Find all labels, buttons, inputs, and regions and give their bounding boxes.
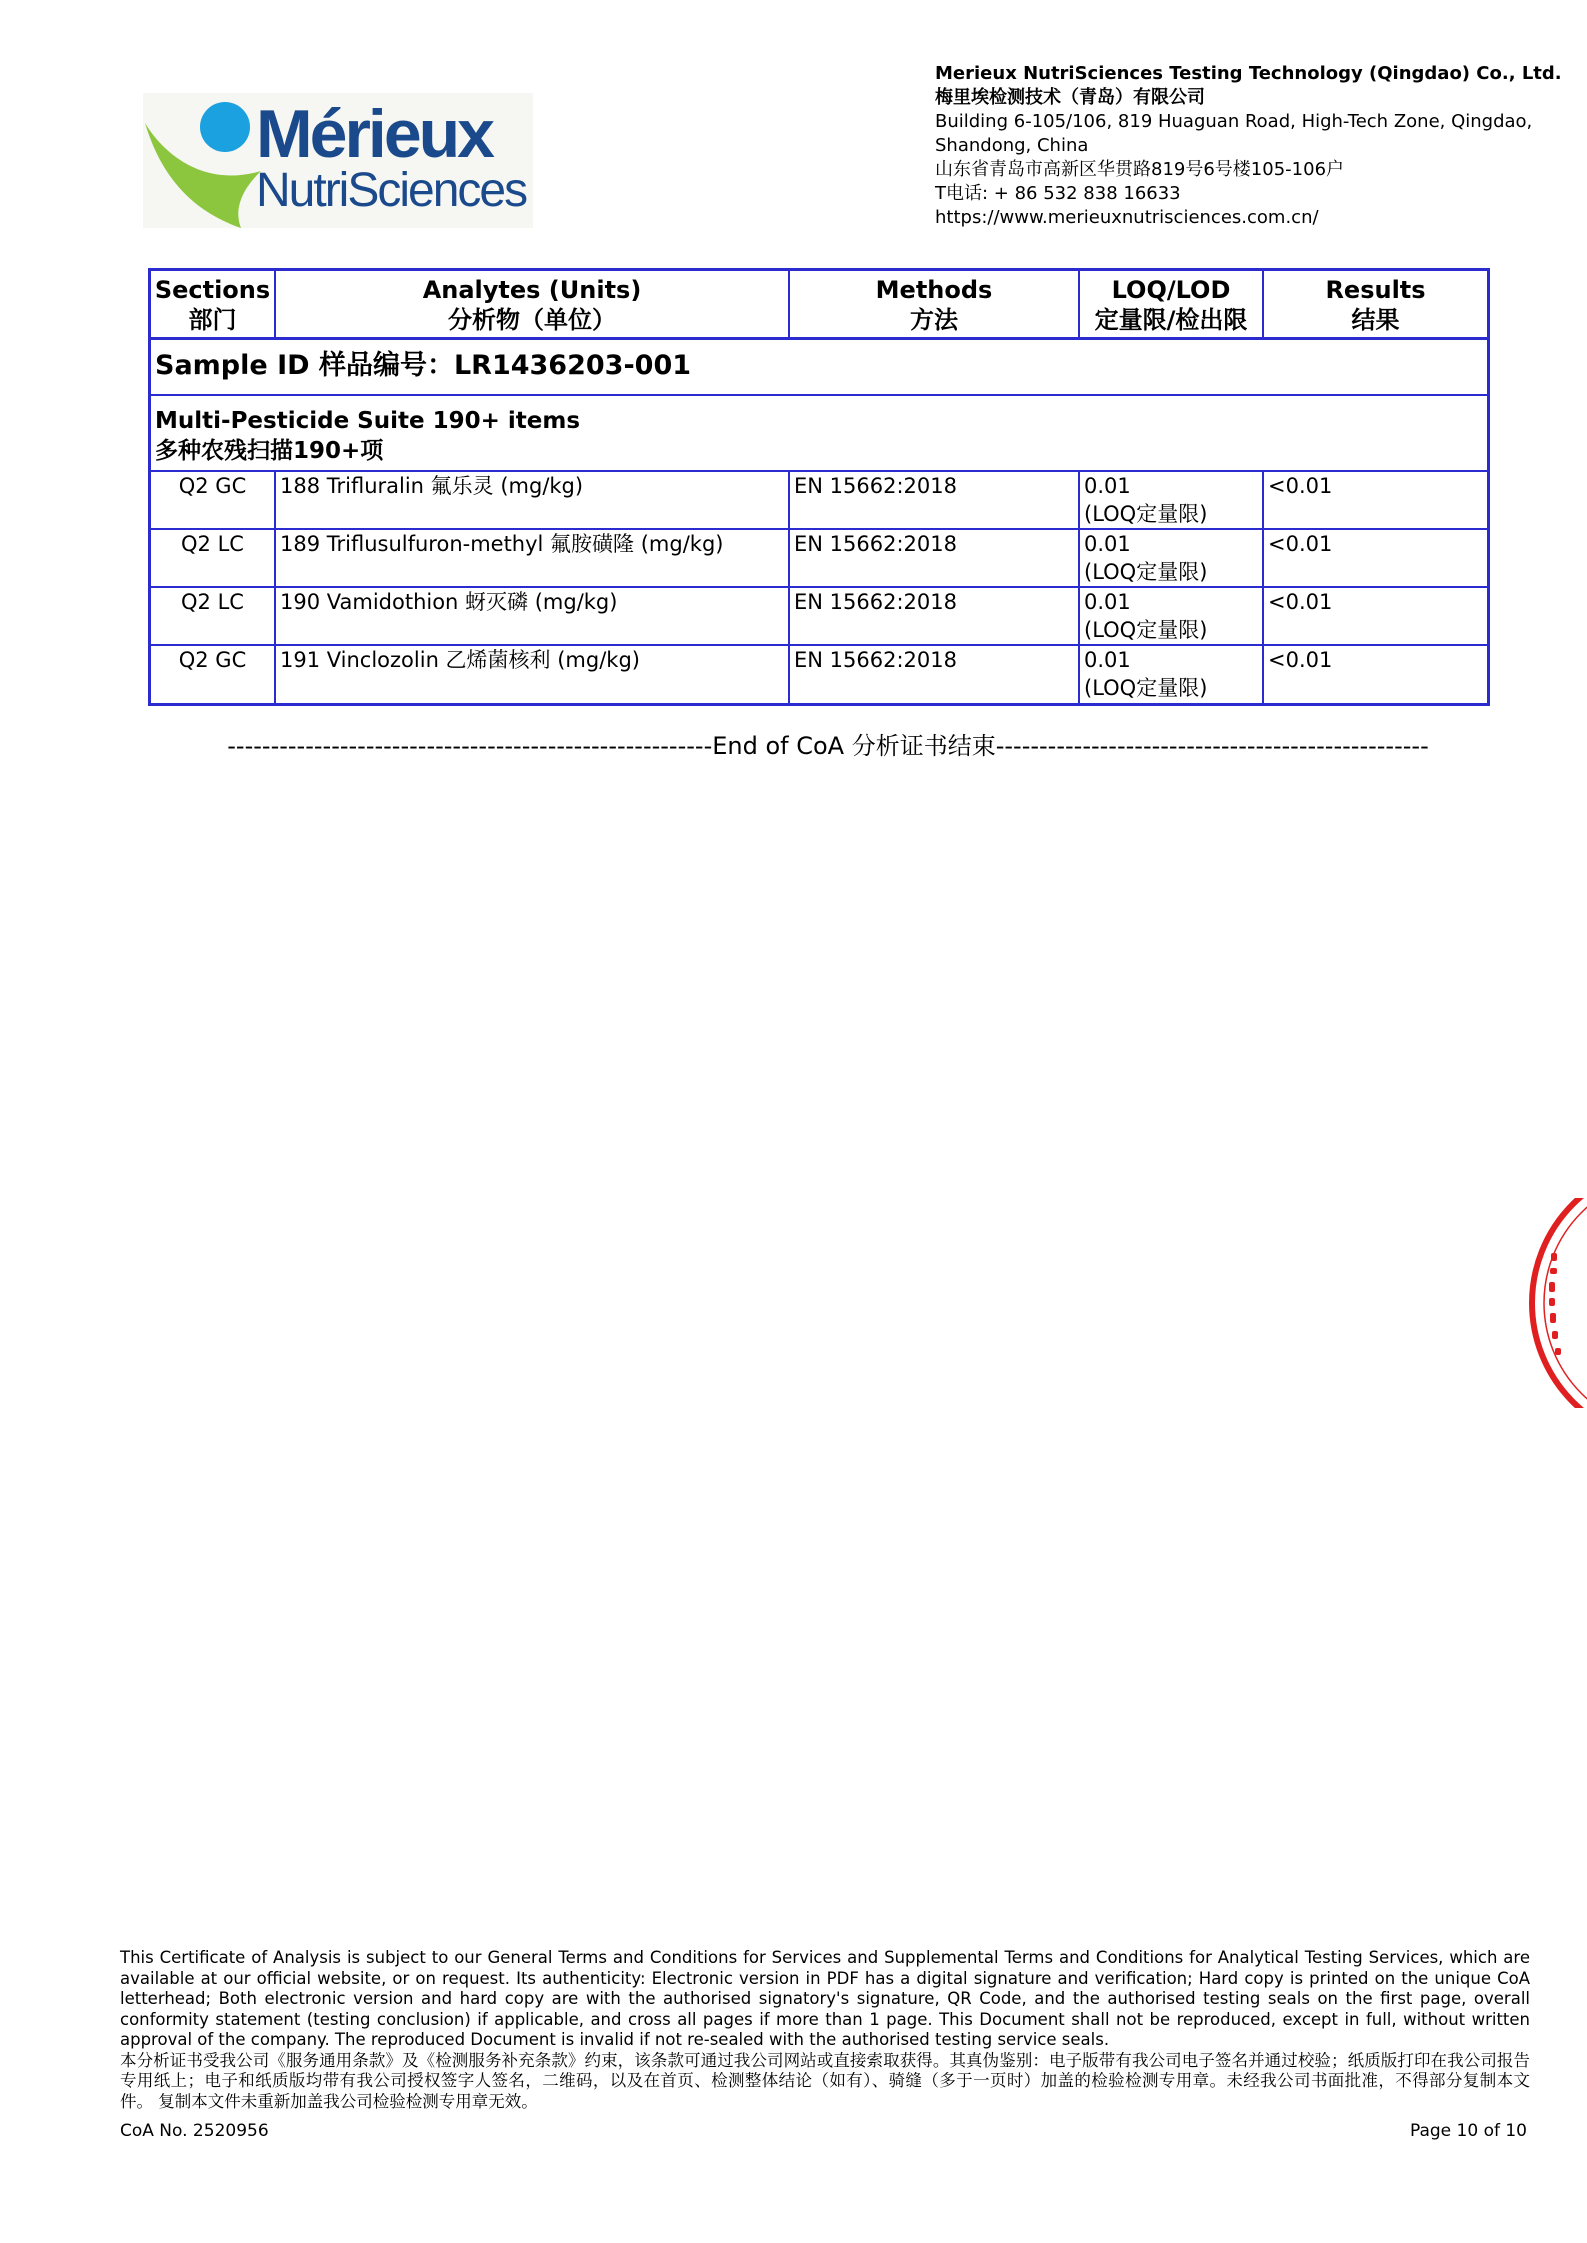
footer-disclaimer-cn: 本分析证书受我公司《服务通用条款》及《检测服务补充条款》约束，该条款可通过我公司网站或直接索取获得。其真伪鉴别：电子版带有我公司电子签名并通过校验；纸质版打印在我公司报告专用纸上；电子和纸质版均带有我公司授权签字人签名，二维码，以及在首页、检测整体结论（如有）、骑缝（多于一页时）加盖的检验检测专用章。未经我公司书面批准，不得部分复制本文件。 复制本文件未重新加盖我公司检验检测专用章无效。 [120,2050,1530,2111]
coa-number: CoA No. 2520956 [120,2121,269,2141]
cell-section: Q2 LC [151,529,275,587]
suite-row [151,395,1487,471]
results-table [148,268,1490,706]
cell-result: <0.01 [1263,471,1487,529]
header-loq-lod: LOQ/LOD 定量限/检出限 [1079,271,1263,339]
company-address-en-2: Shandong, China [935,135,1089,156]
cell-section: Q2 GC [151,471,275,529]
cell-loq: 0.01 (LOQ定量限) [1079,471,1263,529]
suite-title [151,395,1487,471]
table-row [151,471,1487,529]
logo-text-merieux: Mérieux [256,96,492,172]
table-row [151,645,1487,703]
cell-loq: 0.01 (LOQ定量限) [1079,587,1263,645]
sample-id-row [151,339,1487,395]
company-logo [143,93,533,228]
company-website[interactable]: https://www.merieuxnutrisciences.com.cn/ [935,207,1319,228]
company-phone: T电话: + 86 532 838 16633 [935,183,1181,204]
header-sections: Sections 部门 [151,271,275,339]
cell-result: <0.01 [1263,587,1487,645]
cell-loq: 0.01 (LOQ定量限) [1079,645,1263,703]
cell-analyte: 191 Vinclozolin 乙烯菌核利 (mg/kg) [275,645,789,703]
company-info [935,62,1562,230]
cell-analyte: 190 Vamidothion 蚜灭磷 (mg/kg) [275,587,789,645]
company-address-en-1: Building 6-105/106, 819 Huaguan Road, High-Tech Zone, Qingdao, [935,111,1533,132]
cell-loq: 0.01 (LOQ定量限) [1079,529,1263,587]
company-address-cn: 山东省青岛市高新区华贯路819号6号楼105-106户 [935,159,1345,180]
footer-disclaimer-en: This Certificate of Analysis is subject to our General Terms and Conditions for Services and Supplemental Terms and Conditions for Analytical Testing Services, which are available at our official website, or on request. Its authenticity: Electronic version in PDF has a digital signature and verification; Hard copy is printed on the unique CoA letterhead; Both electronic version and hard copy are with the authorised signatory's signature, QR Code, and the authorised testing seals on the first page, overall conformity statement (testing conclusion) if applicable, and cross all pages if more than 1 page. This Document shall not be reproduced, except in full, without written approval of the company. The reproduced Document is invalid if not re-sealed with the authorised testing service seals. [120,1948,1530,2049]
company-name-en: Merieux NutriSciences Testing Technology (Qingdao) Co., Ltd. [935,63,1562,84]
footer-disclaimer [120,1948,1530,2112]
cell-analyte: 188 Trifluralin 氟乐灵 (mg/kg) [275,471,789,529]
cell-method: EN 15662:2018 [789,645,1079,703]
suite-title-cn: 多种农残扫描190+项 [155,437,384,464]
page-number: Page 10 of 10 [1409,2121,1527,2141]
cell-analyte: 189 Triflusulfuron-methyl 氟胺磺隆 (mg/kg) [275,529,789,587]
company-name-cn: 梅里埃检测技术（青岛）有限公司 [935,87,1205,108]
logo-text-nutrisciences: NutriSciences [256,164,527,217]
suite-title-en: Multi-Pesticide Suite 190+ items [155,407,581,434]
table-header-row [151,271,1487,339]
cell-method: EN 15662:2018 [789,587,1079,645]
header-analytes: Analytes (Units) 分析物（单位） [275,271,789,339]
table-row [151,587,1487,645]
cell-result: <0.01 [1263,529,1487,587]
cell-section: Q2 LC [151,587,275,645]
cell-method: EN 15662:2018 [789,471,1079,529]
header-methods: Methods 方法 [789,271,1079,339]
end-of-coa-line: --------------------------------------------------------End of CoA 分析证书结束-------------------------------------------------- [227,732,1429,760]
sample-id: Sample ID 样品编号：LR1436203-001 [151,339,1487,395]
cell-result: <0.01 [1268,647,1333,672]
seal-stamp-icon [1522,1198,1587,1408]
table-row [151,529,1487,587]
cell-section: Q2 GC [151,645,275,703]
header-results: Results 结果 [1263,271,1487,339]
cell-method: EN 15662:2018 [789,529,1079,587]
